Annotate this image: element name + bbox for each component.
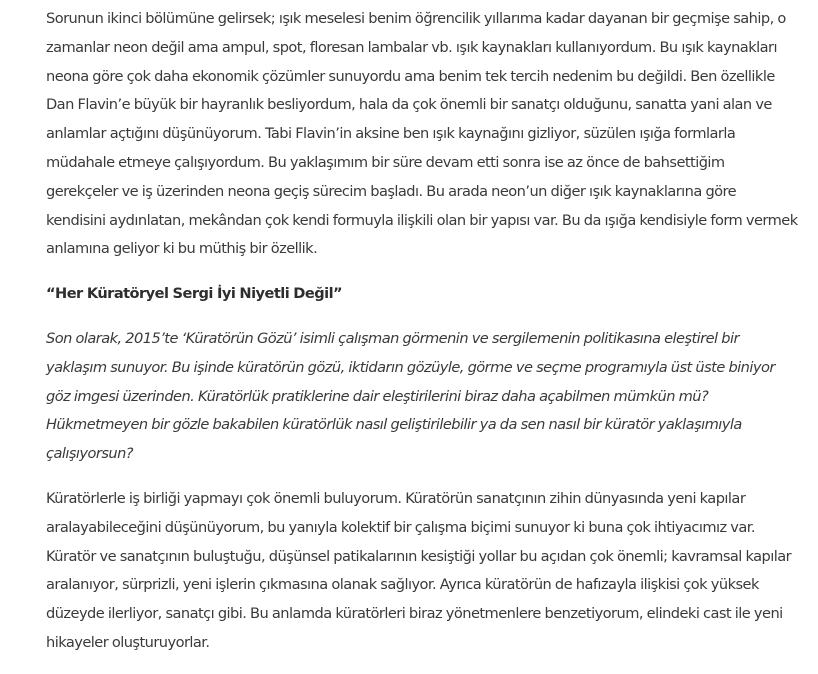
interview-answer: Küratörlerle iş birliği yapmayı çok önemli buluyorum. Küratörün sanatçının zihin dünyasında yeni kapılar aralayabileceğini düşünüyorum, bu yanıyla kolektif bir çalışma biçimi sunuyor ki buna çok ihtiyacımız var. Küratör ve sanatçının buluştuğu, düşünsel patikalarının kesiştiği yollar bu açıdan çok önemli; kavramsal kapılar aralanıyor, sürprizli, yeni işlerin çıkmasına olanak sağlıyor. Ayrıca küratörün de hafızayla ilişkisi çok yüksek düzeyde ilerliyor, sanatçı gibi. Bu anlamda küratörleri biraz yönetmenlere benzetiyorum, elindeki cast ile yeni hikayeler oluşturuyorlar. [46,489,792,651]
article-body [46,5,798,674]
section-heading: “Her Küratöryel Sergi İyi Niyetli Değil” [46,285,343,303]
article-paragraph: Sorunun ikinci bölümüne gelirsek; ışık meselesi benim öğrencilik yıllarıma kadar dayanan bir geçmişe sahip, o zamanlar neon değil ama ampul, spot, floresan lambalar vb. ışık kaynakları kullanıyordum. Bu ışık kaynakları neona göre çok daha ekonomik çözümler sunuyordu ama benim tek tercih nedenim bu değildi. Ben özellikle Dan Flavin’e büyük bir hayranlık besliyordum, hala da çok önemli bir sanatçı olduğunu, sanatta yani alan ve anlamlar açtığını düşünüyorum. Tabi Flavin’in aksine ben ışık kaynağını gizliyor, süzülen ışığa formlarla müdahale etmeye çalışıyordum. Bu yaklaşımım bir süre devam etti sonra ise az önce de bahsettiğim gerekçeler ve iş üzerinden neona geçiş sürecim başladı. Bu arada neon’un diğer ışık kaynaklarına göre kendisini aydınlatan, mekândan çok kendi formuyla ilişkili olan bir yapısı var. Bu da ışığa kendisiyle form vermek anlamına geliyor ki bu müthiş bir özellik. [46,10,798,258]
interview-question: Son olarak, 2015’te ‘Küratörün Gözü’ isimli çalışman görmenin ve sergilemenin politikasına eleştirel bir yaklaşım sunuyor. Bu işinde küratörün gözü, iktidarın gözüyle, görme ve seçme programıyla üst üste biniyor göz imgesi üzerinden. Küratörlük pratiklerine dair eleştirilerini biraz daha açabilmen mümkün mü? Hükmetmeyen bir gözle bakabilen küratörlük nasıl geliştirilebilir ya da sen nasıl bir küratör yaklaşımıyla çalışıyorsun? [46,329,775,463]
